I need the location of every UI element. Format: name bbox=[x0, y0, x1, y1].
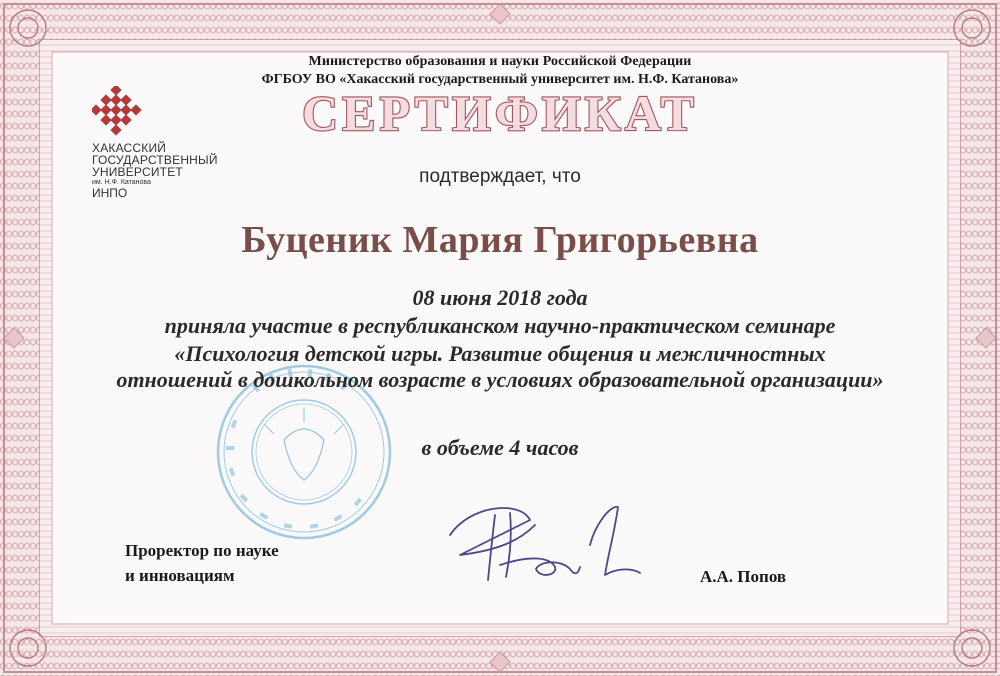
person-name: Буценик Мария Григорьевна bbox=[241, 219, 759, 261]
participation-text: приняла участие в республиканском научно-практическом семинаре bbox=[164, 313, 836, 338]
certificate-title bbox=[270, 86, 730, 140]
event-date: 08 июня 2018 года bbox=[412, 285, 588, 310]
university-logo-icon bbox=[92, 86, 148, 138]
confirms-text: подтверждает, что bbox=[419, 166, 581, 187]
certificate-title-text: СЕРТИФИКАТ bbox=[301, 86, 699, 140]
seminar-hours: в объеме 4 часов bbox=[421, 435, 579, 460]
seminar-title: «Психология детской игры. Развитие общения и межличностных отношений в дошкольном возрасте в условиях образовательной организации» bbox=[116, 341, 884, 392]
ministry-heading: Министерство образования и науки Российской Федерации bbox=[308, 54, 692, 69]
logo-line-3: УНИВЕРСИТЕТ bbox=[92, 165, 183, 179]
logo-line-1: ХАКАССКИЙ bbox=[92, 141, 167, 155]
university-heading: ФГБОУ ВО «Хакасский государственный университет им. Н.Ф. Катанова» bbox=[261, 72, 739, 87]
logo-line-2: ГОСУДАРСТВЕННЫЙ bbox=[92, 153, 218, 167]
signer-position-line-2: и инновациям bbox=[125, 566, 235, 585]
signer-position-line-1: Проректор по науке bbox=[125, 541, 279, 560]
signature-icon bbox=[440, 495, 650, 595]
logo-line-4: им. Н.Ф. Катанова bbox=[92, 179, 151, 186]
logo-line-5: ИНПО bbox=[92, 186, 128, 200]
signer-position bbox=[125, 538, 279, 588]
signer-name: А.А. Попов bbox=[700, 567, 787, 586]
